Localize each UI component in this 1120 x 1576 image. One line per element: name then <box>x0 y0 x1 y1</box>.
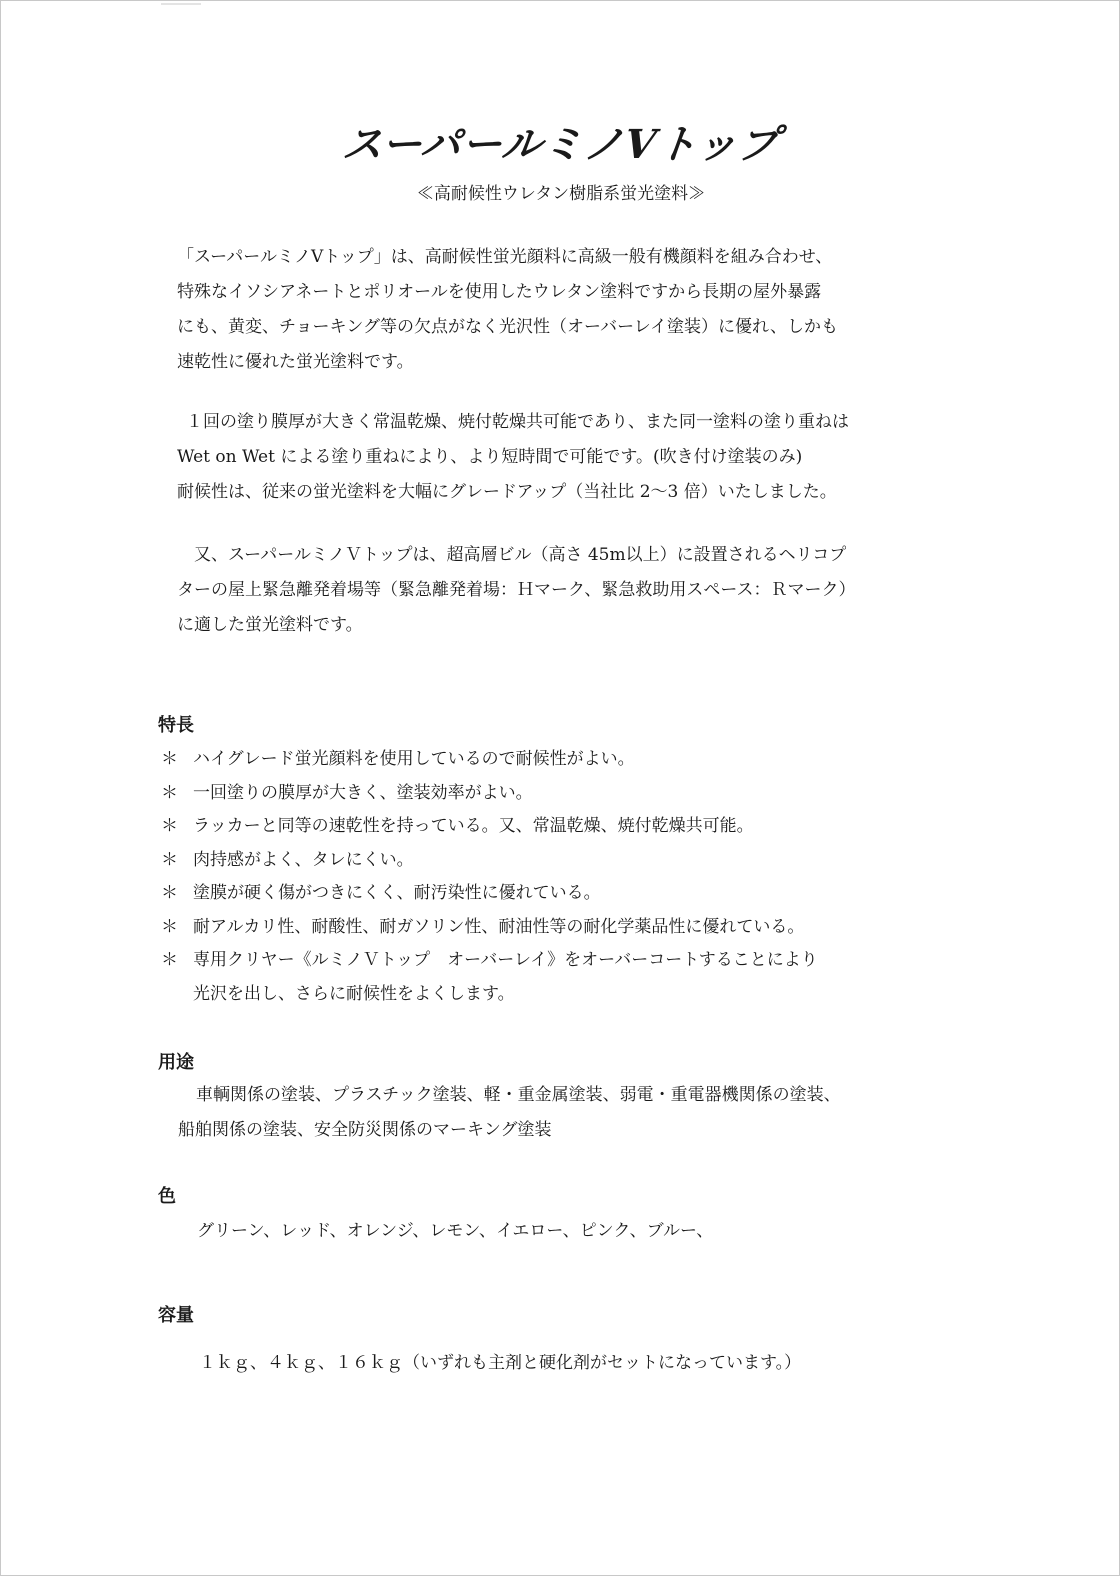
list-item-text: 肉持感がよく、タレにくい。 <box>193 849 414 870</box>
bullet-mark: ＊ <box>161 916 178 937</box>
list-item-text: 一回塗りの膜厚が大きく、塗装効率がよい。 <box>193 782 533 803</box>
bullet-mark: ＊ <box>161 883 178 903</box>
bullet-mark: ＊ <box>161 782 178 803</box>
paragraph-line: Wet on Wet による塗り重ねにより、より短時間で可能です。(吹き付け塗装のみ) <box>177 447 803 467</box>
capacity-heading: 容量 <box>158 1305 194 1326</box>
list-item-text: ラッカーと同等の速乾性を持っている。又、常温乾燥、焼付乾燥共可能。 <box>193 816 754 836</box>
uses-line: 車輌関係の塗装、プラスチック塗装、軽・重金属塗装、弱電・重電器機関係の塗装、 <box>196 1085 841 1105</box>
document-title: スーパールミノVトップ <box>340 121 782 168</box>
list-item-text: 専用クリヤー《ルミノＶトップ オーバーレイ》をオーバーコートすることにより <box>193 950 818 970</box>
uses-body <box>178 1078 841 1148</box>
paragraph-line: 又、スーパールミノＶトップは、超高層ビル（高さ 45m以上）に設置されるヘリコプ <box>194 545 847 565</box>
colors-heading: 色 <box>158 1186 176 1207</box>
scan-artifact <box>161 3 201 5</box>
list-item <box>161 810 818 844</box>
capacity-body: １ｋｇ、４ｋｇ、１６ｋｇ（いずれも主剤と硬化剤がセットになっています。） <box>199 1353 802 1373</box>
bullet-mark: ＊ <box>161 749 178 769</box>
document-subtitle: ≪高耐候性ウレタン樹脂系蛍光塗料≫ <box>416 184 706 204</box>
list-item <box>161 844 818 878</box>
bullet-mark: ＊ <box>161 849 178 870</box>
list-item <box>161 911 818 945</box>
paragraph-line: １回の塗り膜厚が大きく常温乾燥、焼付乾燥共可能であり、また同一塗料の塗り重ねは <box>186 412 849 432</box>
bullet-mark: ＊ <box>161 816 178 836</box>
features-heading: 特長 <box>158 715 194 736</box>
intro-paragraph-1 <box>177 240 967 380</box>
list-item <box>161 877 818 911</box>
intro-paragraph-2 <box>177 405 967 510</box>
features-list <box>161 743 818 1011</box>
list-item <box>161 944 818 978</box>
paragraph-line: に適した蛍光塗料です。 <box>177 615 363 635</box>
paragraph-line: 特殊なイソシアネートとポリオールを使用したウレタン塗料ですから長期の屋外暴露 <box>177 282 822 302</box>
list-item-continuation: 光沢を出し、さらに耐候性をよくします。 <box>193 983 515 1004</box>
paragraph-line: ターの屋上緊急離発着場等（緊急離発着場：Ｈマーク、緊急救助用スペース：Ｒマーク） <box>177 580 856 600</box>
list-item-text: 塗膜が硬く傷がつきにくく、耐汚染性に優れている。 <box>193 883 601 903</box>
uses-heading: 用途 <box>158 1052 194 1073</box>
uses-line: 船舶関係の塗装、安全防災関係のマーキング塗装 <box>178 1120 552 1140</box>
list-item-text: ハイグレード蛍光顔料を使用しているので耐候性がよい。 <box>193 749 635 769</box>
paragraph-line: 「スーパールミノVトップ」は、高耐候性蛍光顔料に高級一般有機顔料を組み合わせ、 <box>177 247 833 267</box>
colors-body: グリーン、レッド、オレンジ、レモン、イエロー、ピンク、ブルー、 <box>197 1221 714 1241</box>
list-item <box>161 777 818 811</box>
bullet-mark: ＊ <box>161 950 178 970</box>
paragraph-line: にも、黄変、チョーキング等の欠点がなく光沢性（オーバーレイ塗装）に優れ、しかも <box>177 317 838 337</box>
list-item-text: 耐アルカリ性、耐酸性、耐ガソリン性、耐油性等の耐化学薬品性に優れている。 <box>193 916 805 937</box>
intro-paragraph-3 <box>177 538 967 643</box>
paragraph-line: 耐候性は、従来の蛍光塗料を大幅にグレードアップ（当社比 2〜3 倍）いたしました。 <box>177 482 837 502</box>
list-item <box>161 743 818 777</box>
paragraph-line: 速乾性に優れた蛍光塗料です。 <box>177 352 414 372</box>
